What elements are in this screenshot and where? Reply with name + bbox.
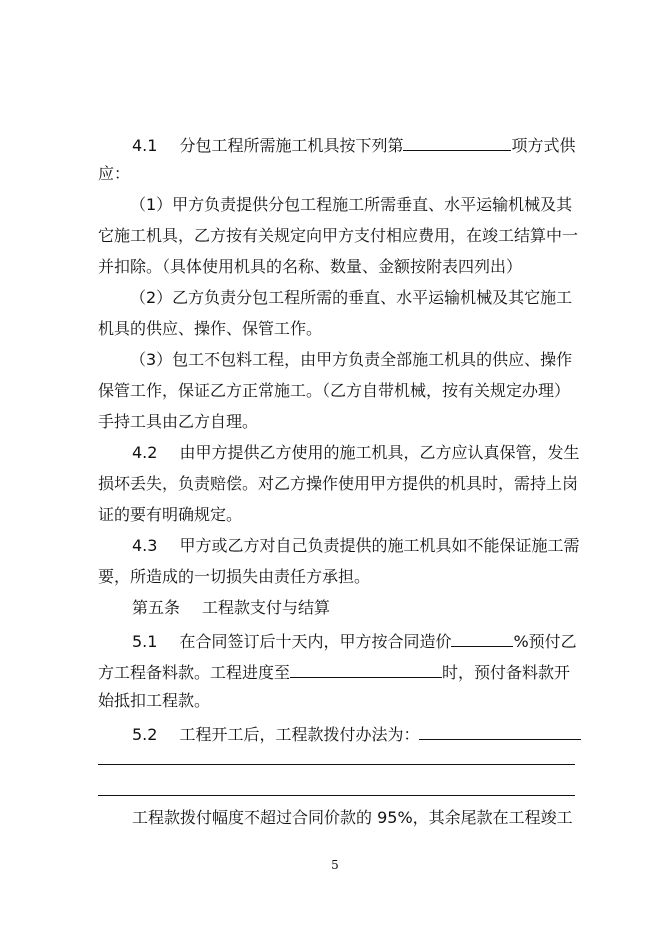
clause-4-1-number: 4.1 [132,136,158,155]
clause-4-3-line-1 [98,536,580,556]
clause-4-3-line-2: 要，所造成的一切损失由责任方承担。 [98,567,371,586]
item-2-line-2: 机具的供应、操作、保管工作。 [98,319,323,338]
clause-5-2-number: 5.2 [132,725,158,744]
clause-4-3-number: 4.3 [132,536,158,555]
article-5-subtitle: 工程款支付与结算 [202,598,331,617]
clause-5-1-number: 5.1 [132,632,158,651]
clause-4-2-line-3: 证的要有明确规定。 [98,505,243,524]
clause-5-1-text: 在合同签订后十天内，甲方按合同造价 [179,632,452,651]
item-1-line-2: 它施工机具，乙方按有关规定向甲方支付相应费用，在竣工结算中一 [98,226,579,245]
clause-5-2-line [98,722,574,745]
article-5-title: 第五条 [132,598,181,617]
clause-5-1-text-mid: %预付乙 [513,632,577,651]
clause-4-2-number: 4.2 [132,443,158,462]
clause-5-1-line-3: 始抵扣工程款。 [98,691,211,710]
advance-percent-blank [451,629,513,647]
payment-method-blank [419,722,581,740]
supply-method-blank [403,133,511,151]
progress-blank [290,660,442,678]
clause-5-1-line-2 [98,660,574,683]
clause-4-2-line-1 [98,443,580,463]
blank-fill-line-2 [98,795,575,796]
clause-4-1-text-after: 项方式供 [511,136,576,155]
page-number: 5 [331,858,339,872]
item-1-line-1: （1）甲方负责提供分包工程施工所需垂直、水平运输机械及其 [130,195,573,214]
item-1-line-3: 并扣除。（具体使用机具的名称、数量、金额按附表四列出） [98,257,523,276]
clause-4-2-line-2: 损坏丢失，负责赔偿。对乙方操作使用甲方提供的机具时，需持上岗 [98,474,579,493]
clause-5-1-line-2-after: 时，预付备料款开 [442,663,571,682]
item-3-line-2: 保管工作，保证乙方正常施工。（乙方自带机械，按有关规定办理） [98,381,571,400]
article-5-heading [98,598,574,618]
clause-5-1-line-2-before: 方工程备料款。工程进度至 [98,663,291,682]
clause-5-1-line-1 [98,629,577,652]
clause-4-1-continuation: 应： [98,164,131,183]
clause-4-3-text: 甲方或乙方对自己负责提供的施工机具如不能保证施工需 [179,536,580,555]
clause-4-2-text: 由甲方提供乙方使用的施工机具，乙方应认真保管，发生 [179,443,580,462]
blank-fill-line-1 [98,764,575,765]
item-2-line-1: （2）乙方负责分包工程所需的垂直、水平运输机械及其它施工 [130,288,573,307]
item-3-line-1: （3）包工不包料工程，由甲方负责全部施工机具的供应、操作 [130,350,573,369]
item-3-line-3: 手持工具由乙方自理。 [98,412,259,431]
clause-5-2-text: 工程开工后，工程款拨付办法为： [179,725,420,744]
clause-4-1-line [98,133,574,156]
final-paragraph-line: 工程款拨付幅度不超过合同价款的 95%，其余尾款在工程竣工 [132,808,573,827]
clause-4-1-text: 分包工程所需施工机具按下列第 [179,136,404,155]
